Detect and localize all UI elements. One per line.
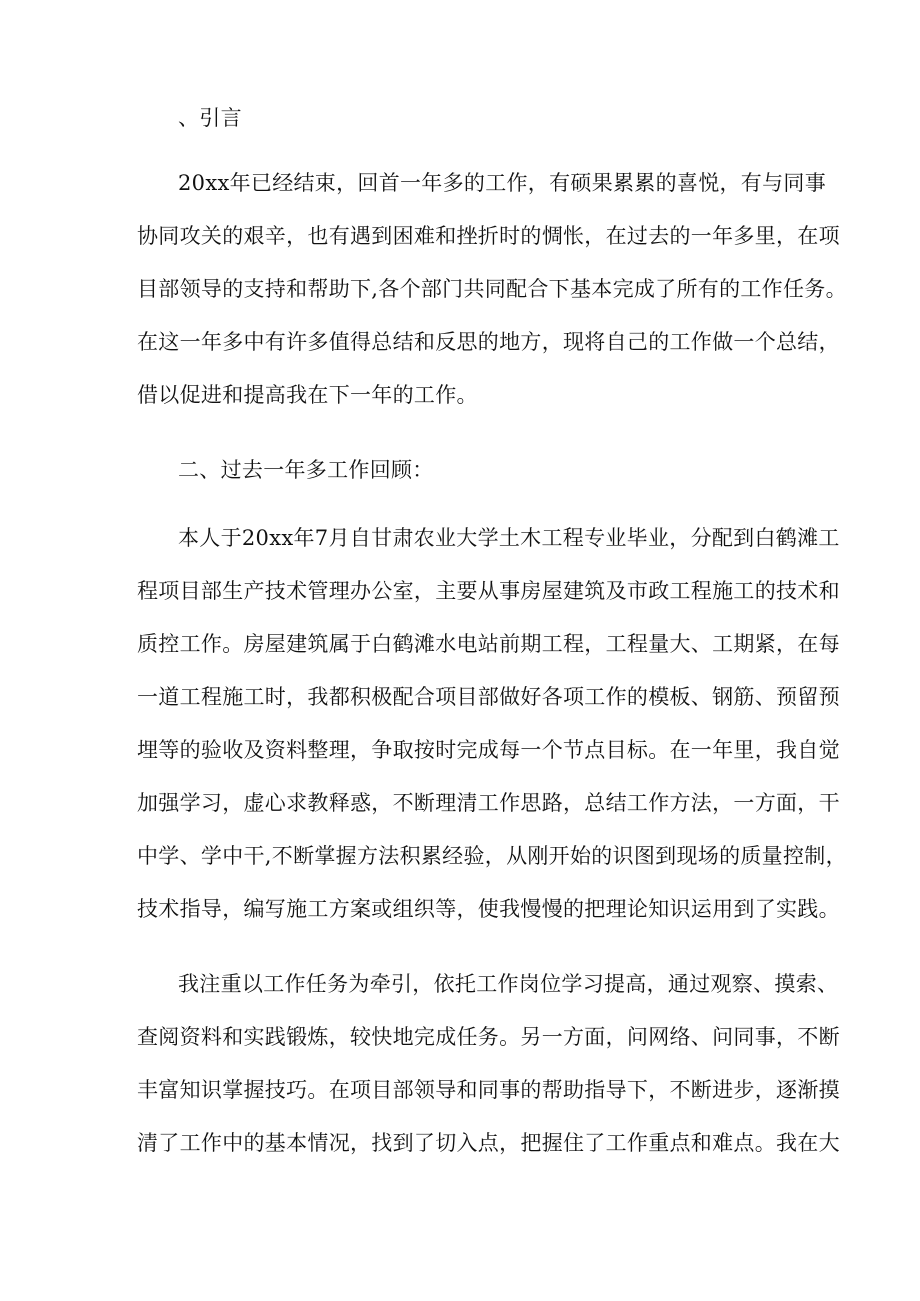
paragraph-line: 目部领导的支持和帮助下,各个部门共同配合下基本完成了所有的工作任务。: [137, 277, 847, 301]
paragraph-line: 质控工作。房屋建筑属于白鹤滩水电站前期工程，工程量大、工期紧，在每: [137, 632, 840, 656]
paragraph-line: 埋等的验收及资料整理，争取按时完成每一个节点目标。在一年里，我自觉: [137, 738, 840, 762]
paragraph-line: 丰富知识掌握技巧。在项目部领导和同事的帮助指导下，不断进步，逐渐摸: [137, 1078, 840, 1102]
paragraph-line: 程项目部生产技术管理办公室，主要从事房屋建筑及市政工程施工的技术和: [137, 579, 840, 603]
paragraph-line: 加强学习，虚心求教释惑，不断理清工作思路，总结工作方法，一方面，干: [137, 791, 840, 815]
paragraph-line: 20xx年已经结束，回首一年多的工作，有硕果累累的喜悦，有与同事: [178, 171, 827, 195]
paragraph-line: 一道工程施工时，我都积极配合项目部做好各项工作的模板、钢筋、预留预: [137, 685, 840, 709]
paragraph-line: 我注重以工作任务为牵引，依托工作岗位学习提高，通过观察、摸索、: [178, 972, 839, 996]
paragraph-line: 协同攻关的艰辛，也有遇到困难和挫折时的惆怅，在过去的一年多里，在项: [137, 224, 840, 248]
paragraph-line: 查阅资料和实践锻炼，较快地完成任务。另一方面，问网络、问同事，不断: [137, 1025, 840, 1049]
paragraph-line: 清了工作中的基本情况，找到了切入点，把握住了工作重点和难点。我在大: [137, 1131, 840, 1155]
section-heading-review: 二、过去一年多工作回顾：: [178, 458, 434, 482]
paragraph-line: 本人于20xx年7月自甘肃农业大学土木工程专业毕业，分配到白鹤滩工: [178, 526, 840, 550]
paragraph-line: 在这一年多中有许多值得总结和反思的地方，现将自己的工作做一个总结，: [137, 330, 840, 354]
paragraph-line: 中学、学中干,不断掌握方法积累经验，从刚开始的识图到现场的质量控制，: [137, 844, 847, 868]
section-heading-introduction: 、引言: [178, 106, 242, 130]
paragraph-line: 技术指导，编写施工方案或组织等，使我慢慢的把理论知识运用到了实践。: [137, 897, 840, 921]
paragraph-line: 借以促进和提高我在下一年的工作。: [137, 383, 478, 407]
